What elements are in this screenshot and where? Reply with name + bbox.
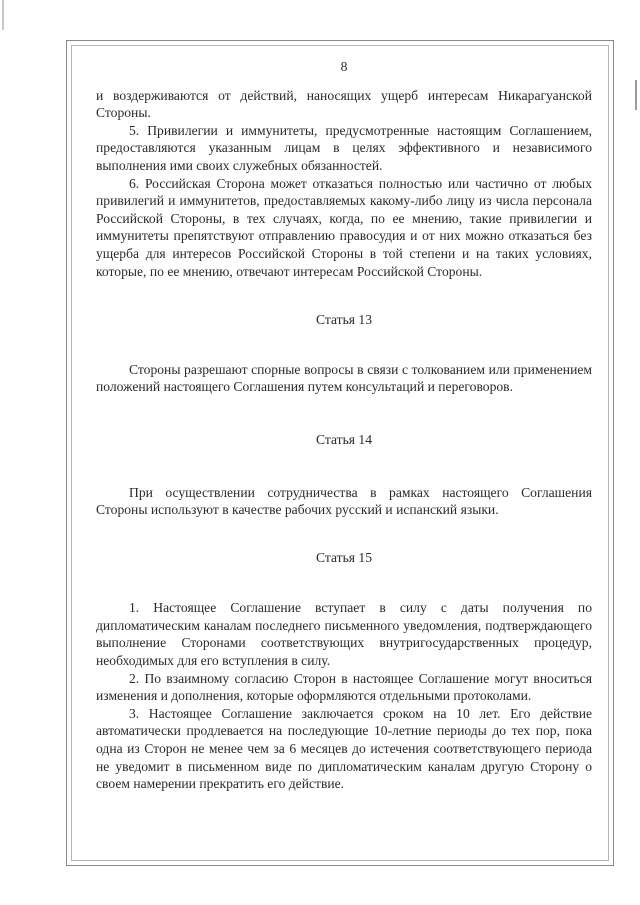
document-page <box>96 58 592 793</box>
article-14-text: При осуществлении сотрудничества в рамках настоящего Соглашения Стороны используют в качестве рабочих русский и испанский языки. <box>96 484 592 518</box>
article-15-heading: Статья 15 <box>315 549 373 565</box>
article-13-text: Стороны разрешают спорные вопросы в связи с толкованием или применением положений настоящего Соглашения путем консультаций и переговоров. <box>96 361 592 395</box>
page-number: 8 <box>340 59 348 74</box>
article-15-item-1: 1. Настоящее Соглашение вступает в силу с даты получения по дипломатическим каналам последнего письменного уведомления, подтверждающего выполнение Сторонами соответствующих внутригосударственных процедур, необходимых для его вступления в силу. <box>96 600 592 669</box>
article-15-item-2: 2. По взаимному согласию Сторон в настоящее Соглашение могут вноситься изменения и дополнения, которые оформляются отдельными протоколами. <box>96 670 592 704</box>
scan-edge-right <box>635 80 637 110</box>
paragraph-continuation: и воздерживаются от действий, наносящих ущерб интересам Никарагуанской Стороны. <box>96 87 592 121</box>
article-15-item-3: 3. Настоящее Соглашение заключается сроком на 10 лет. Его действие автоматически продлевается на последующие 10-летние периоды до тех пор, пока одна из Сторон не менее чем за 6 месяцев до истечения соответствующего периода не уведомит в письменном виде по дипломатическим каналам другую Сторону о своем намерении прекратить его действие. <box>96 705 592 792</box>
scan-edge-left <box>2 0 4 30</box>
article-13-heading: Статья 13 <box>315 312 373 328</box>
paragraph-item-5: 5. Привилегии и иммунитеты, предусмотренные настоящим Соглашением, предоставляются указанным лицам в целях эффективного и независимого выполнения ими своих служебных обязанностей. <box>96 122 592 173</box>
article-14-heading: Статья 14 <box>315 431 373 447</box>
paragraph-item-6: 6. Российская Сторона может отказаться полностью или частично от любых привилегий и иммунитетов, предоставляемых какому-либо лицу из числа персонала Российской Стороны, в тех случаях, когда, по ее мнению, такие привилегии и иммунитеты препятствуют отправлению правосудия и от них можно отказаться без ущерба для интересов Российской Стороны в той степени и на таких условиях, которые, по ее мнению, отвечают интересам Российской Стороны. <box>96 175 592 279</box>
